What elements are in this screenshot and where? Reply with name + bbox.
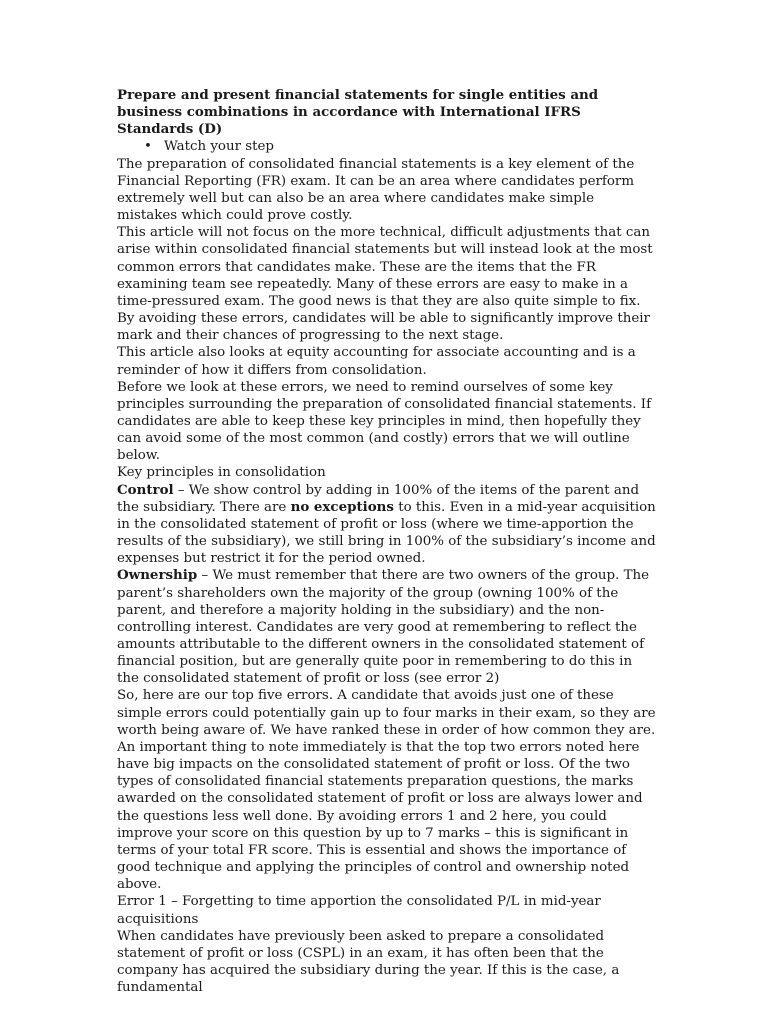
paragraph: When candidates have previously been asked to prepare a consolidated statement of profit or loss (CSPL) in an exam, it has often been that the company has acquired the subsidiary during the year. If this is the case, a fundamental [117, 928, 620, 996]
bullet-dot: • [144, 139, 152, 155]
control-emphasis: no exceptions [290, 498, 394, 515]
paragraph: The preparation of consolidated financial statements is a key element of the Financial Reporting (FR) exam. It can be an area where candidates perform extremely well but can also be an area where candidates make simple mistakes which could prove costly. [117, 156, 635, 224]
ownership-text: – We must remember that there are two owners of the group. The parent’s shareholders own the majority of the group (owning 100% of the parent, and therefore a majority holding in the subsidiary) and the non-controlling interest. Candidates are very good at remembering to reflect the amounts attributable to the different owners in the consolidated statement of financial position, but are generally quite poor in remembering to do this in the consolidated statement of profit or loss (see error 2) [117, 568, 650, 687]
paragraph: So, here are our top five errors. A candidate that avoids just one of these simple errors could potentially gain up to four marks in their exam, so they are worth being aware of. We have ranked these in order of how common they are. [117, 688, 656, 738]
control-text: – We show control by adding in 100% of the items of the parent and the subsidiary. There are [117, 482, 640, 515]
document-title: Prepare and present financial statements for single entities and business combinations in accordance with International IFRS Standards (D) [117, 87, 599, 138]
ownership-term: Ownership [117, 567, 198, 584]
paragraph: Before we look at these errors, we need to remind ourselves of some key principles surrounding the preparation of consolidated financial statements. If candidates are able to keep these key principles in mind, then hopefully they can avoid some of the most common (and costly) errors that we will outline below. [117, 379, 652, 464]
bullet-text: Watch your step [164, 139, 275, 155]
control-term: Control [117, 481, 174, 498]
control-paragraph [117, 482, 657, 568]
paragraph: This article will not focus on the more technical, difficult adjustments that can arise within consolidated financial statements but will instead look at the most common errors that candidates make. These are the items that the FR examining team see repeatedly. Many of these errors are easy to make in a time-pressured exam. The good news is that they are also quite simple to fix. By avoiding these errors, candidates will be able to significantly improve their mark and their chances of progressing to the next stage. [117, 225, 653, 344]
bullet-item [117, 138, 657, 155]
section-heading: Key principles in consolidation [117, 465, 326, 481]
paragraph: This article also looks at equity accounting for associate accounting and is a reminder of how it differs from consolidation. [117, 345, 636, 378]
control-text-cont: to this. Even in a mid-year acquisition in the consolidated statement of profit or loss (where we time-apportion the results of the subsidiary), we still bring in 100% of the subsidiary’s income and expenses but restrict it for the period owned. [117, 499, 656, 567]
document-page [117, 87, 657, 996]
paragraph: An important thing to note immediately is that the top two errors noted here have big impacts on the consolidated statement of profit or loss. Of the two types of consolidated financial statements preparation questions, the marks awarded on the consolidated statement of profit or loss are always lower and the questions less well done. By avoiding errors 1 and 2 here, you could improve your score on this question by up to 7 marks – this is significant in terms of your total FR score. This is essential and shows the importance of good technique and applying the principles of control and ownership noted above. [117, 739, 643, 893]
ownership-paragraph [117, 567, 657, 687]
error-heading: Error 1 – Forgetting to time apportion the consolidated P/L in mid-year acquisitions [117, 894, 601, 927]
